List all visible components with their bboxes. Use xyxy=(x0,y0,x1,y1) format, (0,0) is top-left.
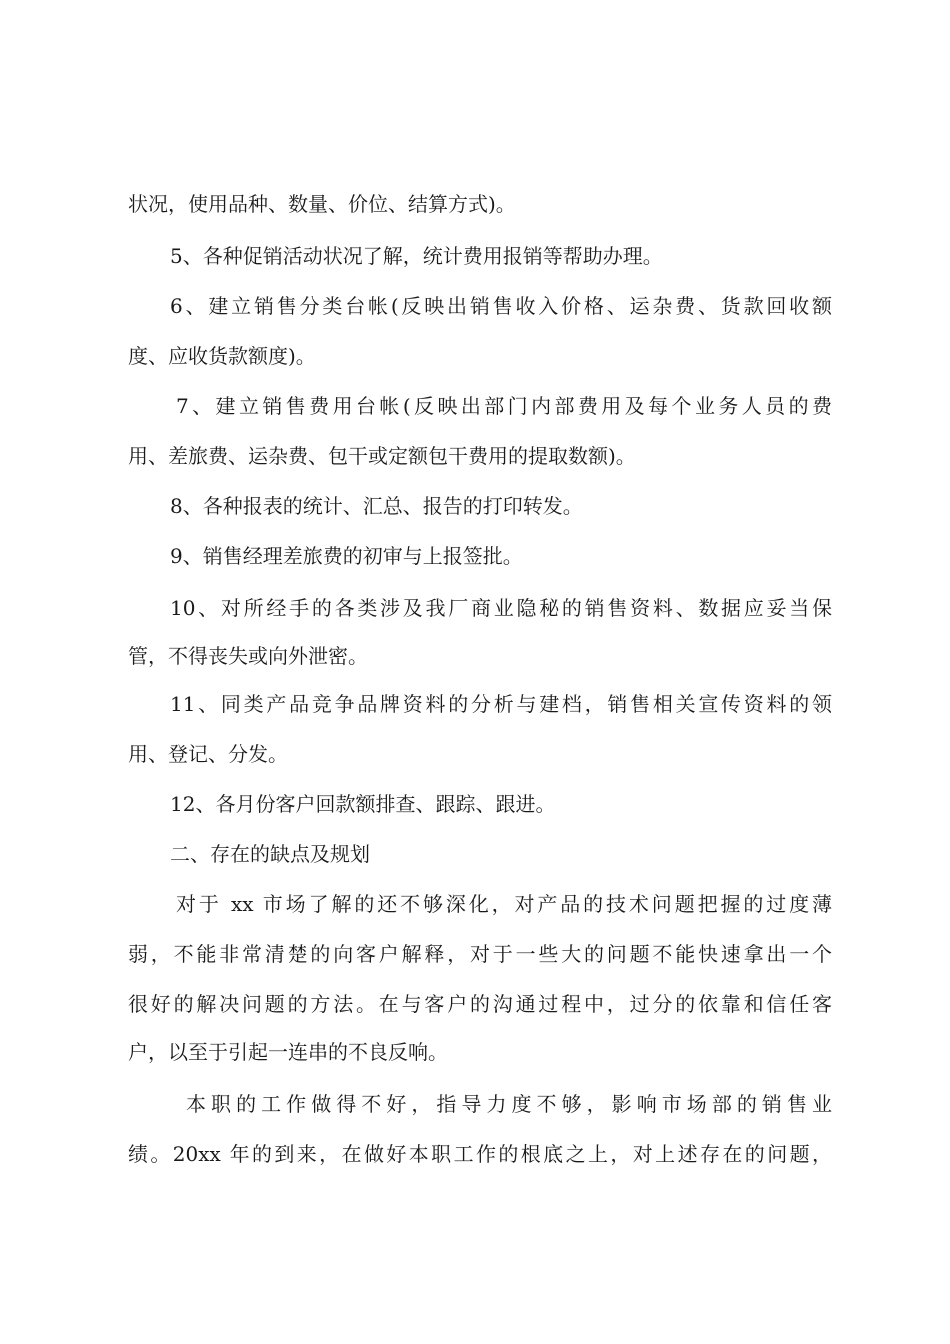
list-item-11-line-2: 用、登记、分发。 xyxy=(128,742,288,766)
list-item-10-line-2: 管，不得丧失或向外泄密。 xyxy=(128,644,368,668)
text-line-1: 状况，使用品种、数量、价位、结算方式)。 xyxy=(128,192,516,216)
list-item-6-line-1: 6、建立销售分类台帐(反映出销售收入价格、运杂费、货款回收额 xyxy=(170,294,832,318)
list-item-12: 12、各月份客户回款额排查、跟踪、跟进。 xyxy=(170,792,556,816)
list-item-9: 9、销售经理差旅费的初审与上报签批。 xyxy=(170,544,523,568)
paragraph-1-line-4: 户，以至于引起一连串的不良反响。 xyxy=(128,1040,448,1064)
list-item-7-line-2: 用、差旅费、运杂费、包干或定额包干费用的提取数额)。 xyxy=(128,444,636,468)
list-item-8: 8、各种报表的统计、汇总、报告的打印转发。 xyxy=(170,494,583,518)
paragraph-2-line-2: 绩。20xx 年的到来，在做好本职工作的根底之上，对上述存在的问题， xyxy=(128,1142,832,1166)
paragraph-2-line-1: 本职的工作做得不好，指导力度不够，影响市场部的销售业 xyxy=(186,1092,832,1116)
paragraph-1-line-3: 很好的解决问题的方法。在与客户的沟通过程中，过分的依靠和信任客 xyxy=(128,992,832,1016)
list-item-6-line-2: 度、应收货款额度)。 xyxy=(128,344,316,368)
section-heading: 二、存在的缺点及规划 xyxy=(170,842,370,866)
list-item-11-line-1: 11、同类产品竞争品牌资料的分析与建档，销售相关宣传资料的领 xyxy=(170,692,832,716)
list-item-10-line-1: 10、对所经手的各类涉及我厂商业隐秘的销售资料、数据应妥当保 xyxy=(170,596,832,620)
paragraph-1-line-1: 对于 xx 市场了解的还不够深化，对产品的技术问题把握的过度薄 xyxy=(176,892,832,916)
paragraph-1-line-2: 弱，不能非常清楚的向客户解释，对于一些大的问题不能快速拿出一个 xyxy=(128,942,832,966)
list-item-7-line-1: 7、建立销售费用台帐(反映出部门内部费用及每个业务人员的费 xyxy=(176,394,832,418)
list-item-5: 5、各种促销活动状况了解，统计费用报销等帮助办理。 xyxy=(170,244,663,268)
